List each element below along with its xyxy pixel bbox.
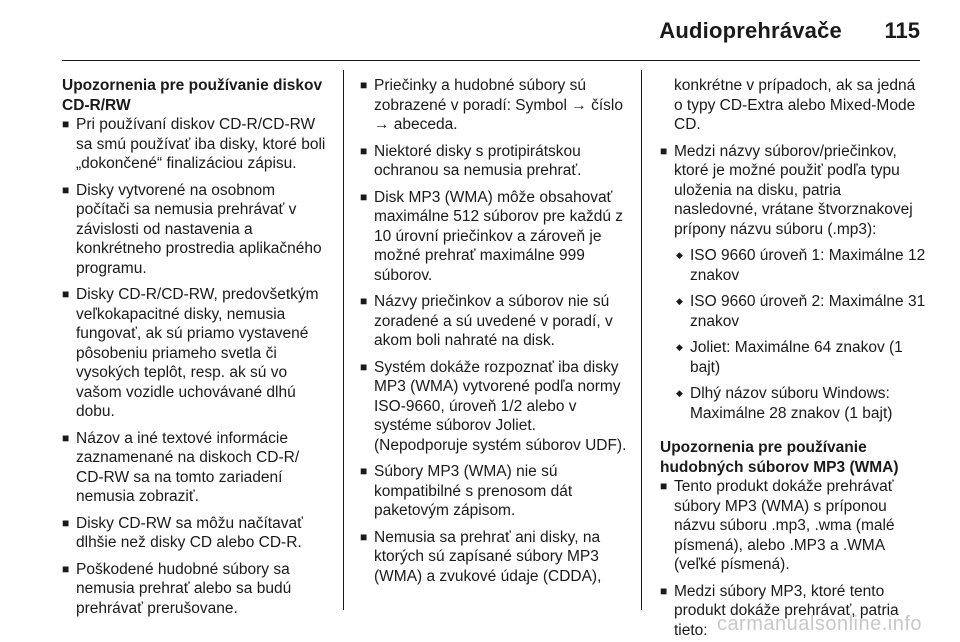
list-item: ■ Tento produkt dokáže prehrávať súbory MP3 (WMA) s príponou názvu súboru .mp3, .wma (malé písmená), alebo .MP3 a .WMA (veľké písmená).: [660, 477, 928, 575]
column-1: [62, 76, 330, 625]
sub-list-item: ◆ Dlhý názov súboru Windows: Maximálne 28 znakov (1 bajt): [660, 384, 928, 423]
list-item: ■ Súbory MP3 (WMA) nie sú kompatibilné s prenosom dát paketovým zápisom.: [360, 462, 628, 521]
list-item: ■ Niektoré disky s protipirátskou ochranou sa nemusia prehrať.: [360, 142, 628, 181]
list-item: ■ Systém dokáže rozpoznať iba disky MP3 (WMA) vytvorené podľa normy ISO-9660, úroveň 1/2 alebo v systéme súborov Joliet. (Nepodporuje systém súborov UDF).: [360, 358, 628, 456]
column-divider-2: [641, 70, 642, 610]
list-item: ■ Disk MP3 (WMA) môže obsahovať maximálne 512 súborov pre každú z 10 úrovní priečinkov a zároveň je možné prehrať maximálne 999 súborov.: [360, 188, 628, 286]
header-divider: [62, 60, 920, 61]
list-item: ■ Priečinky a hudobné súbory sú zobrazené v poradí: Symbol → číslo → abeceda.: [360, 76, 628, 135]
section-title-mp3: Upozornenia pre používanie hudobných súborov MP3 (WMA): [660, 439, 899, 476]
column-divider-1: [343, 70, 344, 610]
page-title: Audioprehrávače: [659, 18, 842, 43]
list-item: ■ Poškodené hudobné súbory sa nemusia prehrať alebo sa budú prehrávať prerušovane.: [62, 560, 330, 619]
column-2: [360, 76, 628, 593]
list-item: ■ Disky vytvorené na osobnom počítači sa nemusia prehrávať v závislosti od nastavenia a konkrétneho prostredia aplikačného programu.: [62, 181, 330, 279]
continued-text: konkrétne v prípadoch, ak sa jedná o typy CD-Extra alebo Mixed-Mode CD.: [674, 77, 916, 133]
list-item: ■ Disky CD-R/CD-RW, predovšetkým veľkokapacitné disky, nemusia fungovať, ak sú priamo vystavené pôsobeniu priameho svetla či vysokých teplôt, resp. ak sú vo vašom vozidle uchovávané dlhú dobu.: [62, 285, 330, 422]
list-item: ■ Medzi názvy súborov/priečinkov, ktoré je možné použiť podľa typu uloženia na disku, patria nasledovné, vrátane štvorznakovej prípony názvu súboru (.mp3):: [660, 142, 928, 240]
list-item: ■ Nemusia sa prehrať ani disky, na ktorých sú zapísané súbory MP3 (WMA) a zvukové údaje (CDDA),: [360, 528, 628, 587]
sub-list-item: ◆ ISO 9660 úroveň 2: Maximálne 31 znakov: [660, 292, 928, 331]
list-item: ■ Pri používaní diskov CD-R/CD-RW sa smú používať iba disky, ktoré boli „dokončené“ finalizáciou zápisu.: [62, 115, 330, 174]
watermark: carmanualsonline.info: [716, 613, 922, 635]
sub-list-item: ◆ ISO 9660 úroveň 1: Maximálne 12 znakov: [660, 246, 928, 285]
section-title-cd-r: Upozornenia pre používanie diskov CD-R/RW: [62, 77, 323, 114]
list-item: ■ Názov a iné textové informácie zaznamenané na diskoch CD-R/ CD-RW sa na tomto zariadení nemusia zobraziť.: [62, 429, 330, 507]
page-number: 115: [884, 18, 920, 43]
list-item: ■ Medzi súbory MP3, ktoré tento produkt dokáže prehrávať, patria tieto:: [660, 582, 928, 641]
list-item: ■ Názvy priečinkov a súborov nie sú zoradené a sú uvedené v poradí, v akom boli nahraté na disk.: [360, 292, 628, 351]
column-3: [660, 76, 928, 642]
page-header: [0, 0, 960, 62]
sub-list-item: ◆ Joliet: Maximálne 64 znakov (1 bajt): [660, 338, 928, 377]
list-item: ■ Disky CD-RW sa môžu načítavať dlhšie než disky CD alebo CD-R.: [62, 514, 330, 553]
